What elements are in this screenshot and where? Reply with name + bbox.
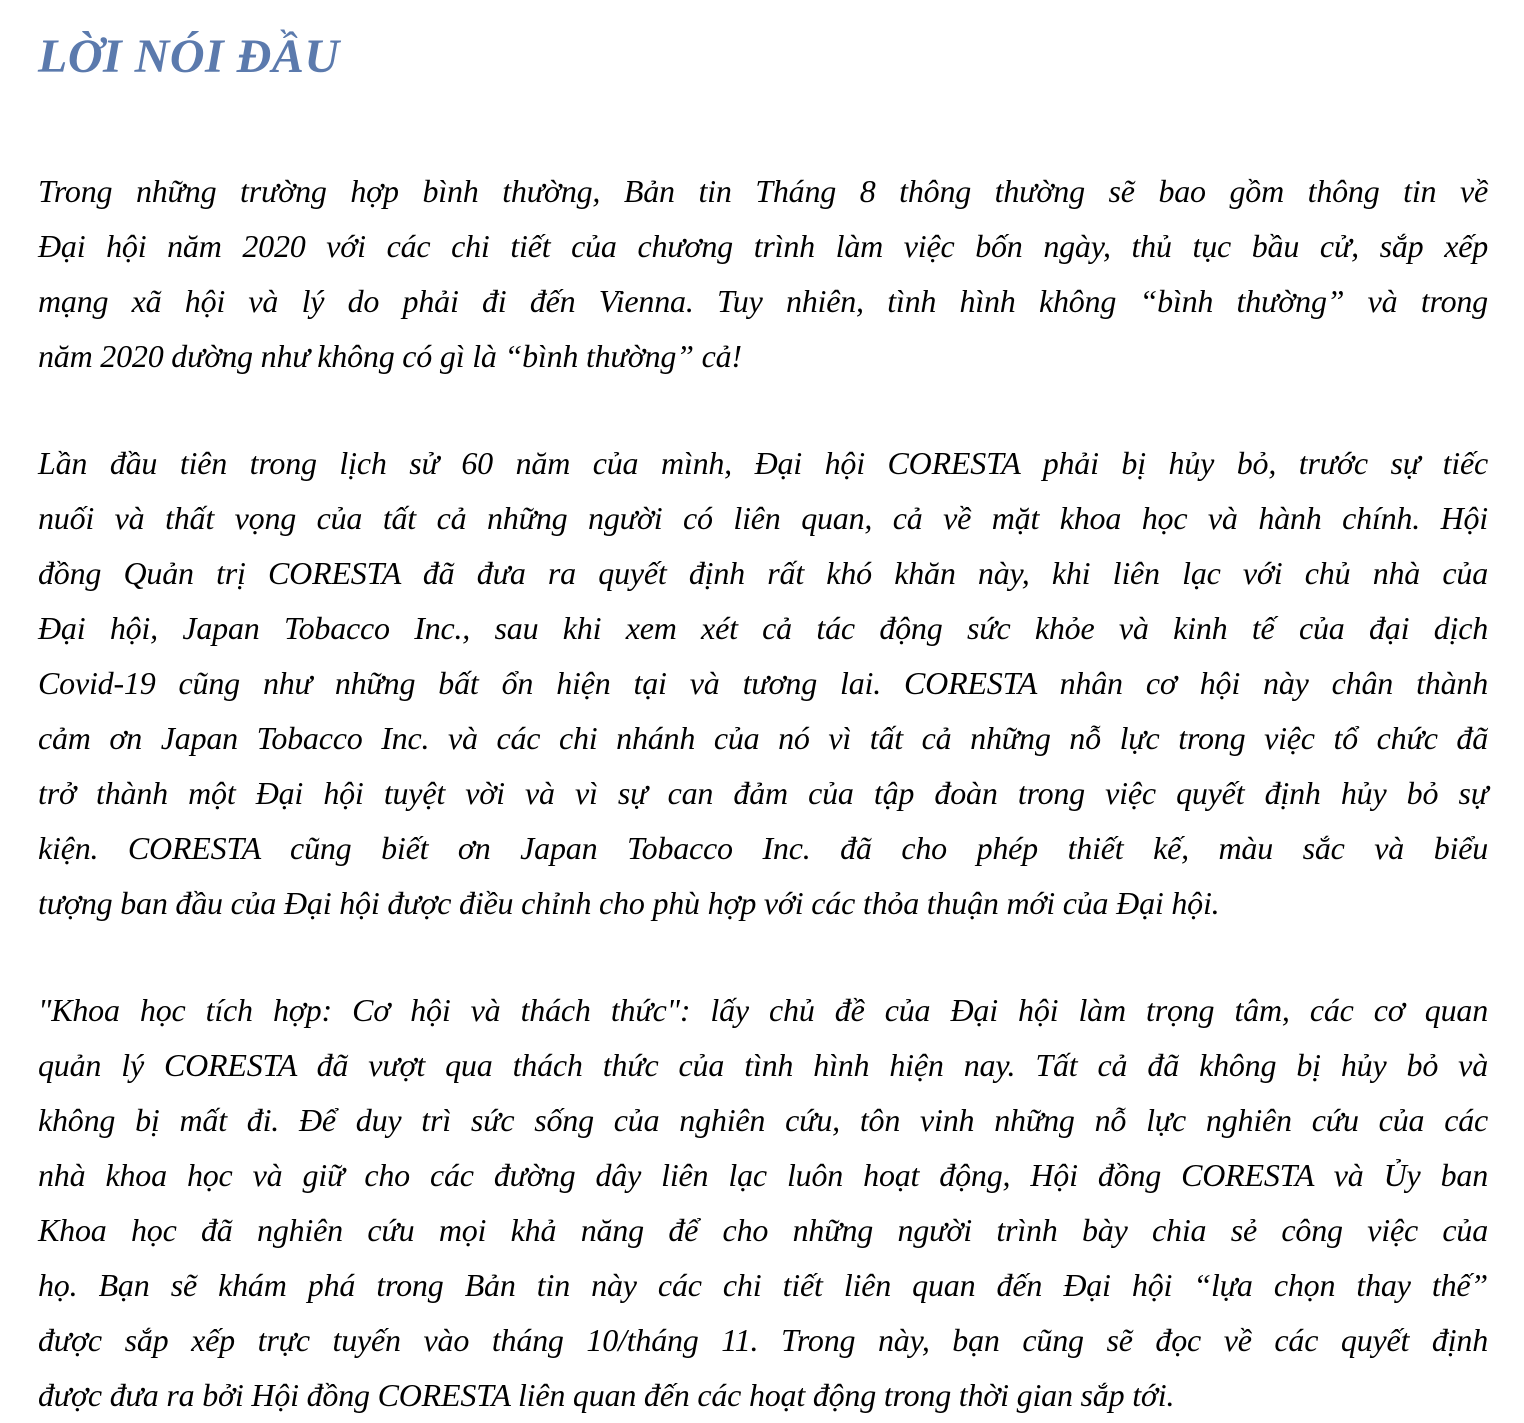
text-line: nuối và thất vọng của tất cả những người có liên quan, cả về mặt khoa học và hành chính. Hội bbox=[38, 500, 1488, 536]
text-line: được sắp xếp trực tuyến vào tháng 10/tháng 11. Trong này, bạn cũng sẽ đọc về các quyết định bbox=[38, 1322, 1488, 1358]
text-line: mạng xã hội và lý do phải đi đến Vienna. Tuy nhiên, tình hình không “bình thường” và trong bbox=[38, 283, 1488, 319]
text-line: đồng Quản trị CORESTA đã đưa ra quyết định rất khó khăn này, khi liên lạc với chủ nhà của bbox=[38, 555, 1488, 591]
text-line: trở thành một Đại hội tuyệt vời và vì sự can đảm của tập đoàn trong việc quyết định hủy bỏ sự bbox=[38, 775, 1488, 811]
text-line: quản lý CORESTA đã vượt qua thách thức của tình hình hiện nay. Tất cả đã không bị hủy bỏ và bbox=[38, 1047, 1488, 1083]
paragraph bbox=[38, 436, 1488, 931]
text-line: Đại hội năm 2020 với các chi tiết của chương trình làm việc bốn ngày, thủ tục bầu cử, sắp xếp bbox=[38, 228, 1488, 264]
text-line: tượng ban đầu của Đại hội được điều chỉnh cho phù hợp với các thỏa thuận mới của Đại hội. bbox=[38, 885, 1220, 921]
text-line: nhà khoa học và giữ cho các đường dây liên lạc luôn hoạt động, Hội đồng CORESTA và Ủy ban bbox=[38, 1157, 1488, 1193]
text-line: không bị mất đi. Để duy trì sức sống của nghiên cứu, tôn vinh những nỗ lực nghiên cứu của các bbox=[38, 1102, 1488, 1138]
page-title: LỜI NÓI ĐẦU bbox=[38, 30, 340, 83]
text-line: Trong những trường hợp bình thường, Bản tin Tháng 8 thông thường sẽ bao gồm thông tin về bbox=[38, 173, 1488, 209]
paragraph bbox=[38, 164, 1488, 384]
text-line: được đưa ra bởi Hội đồng CORESTA liên quan đến các hoạt động trong thời gian sắp tới. bbox=[38, 1377, 1175, 1413]
text-line: năm 2020 dường như không có gì là “bình thường” cả! bbox=[38, 338, 742, 374]
text-line: Lần đầu tiên trong lịch sử 60 năm của mình, Đại hội CORESTA phải bị hủy bỏ, trước sự tiếc bbox=[38, 445, 1488, 481]
text-line: Đại hội, Japan Tobacco Inc., sau khi xem xét cả tác động sức khỏe và kinh tế của đại dịch bbox=[38, 610, 1488, 646]
text-line: họ. Bạn sẽ khám phá trong Bản tin này các chi tiết liên quan đến Đại hội “lựa chọn thay thế” bbox=[38, 1267, 1488, 1303]
paragraph bbox=[38, 983, 1488, 1423]
text-line: Covid-19 cũng như những bất ổn hiện tại và tương lai. CORESTA nhân cơ hội này chân thành bbox=[38, 665, 1488, 701]
text-line: cảm ơn Japan Tobacco Inc. và các chi nhánh của nó vì tất cả những nỗ lực trong việc tổ chức đã bbox=[38, 720, 1488, 756]
text-line: Khoa học đã nghiên cứu mọi khả năng để cho những người trình bày chia sẻ công việc của bbox=[38, 1212, 1488, 1248]
text-line: kiện. CORESTA cũng biết ơn Japan Tobacco Inc. đã cho phép thiết kế, màu sắc và biểu bbox=[38, 830, 1488, 866]
text-line: "Khoa học tích hợp: Cơ hội và thách thức": lấy chủ đề của Đại hội làm trọng tâm, các cơ quan bbox=[38, 992, 1488, 1028]
document-body bbox=[38, 164, 1488, 1423]
